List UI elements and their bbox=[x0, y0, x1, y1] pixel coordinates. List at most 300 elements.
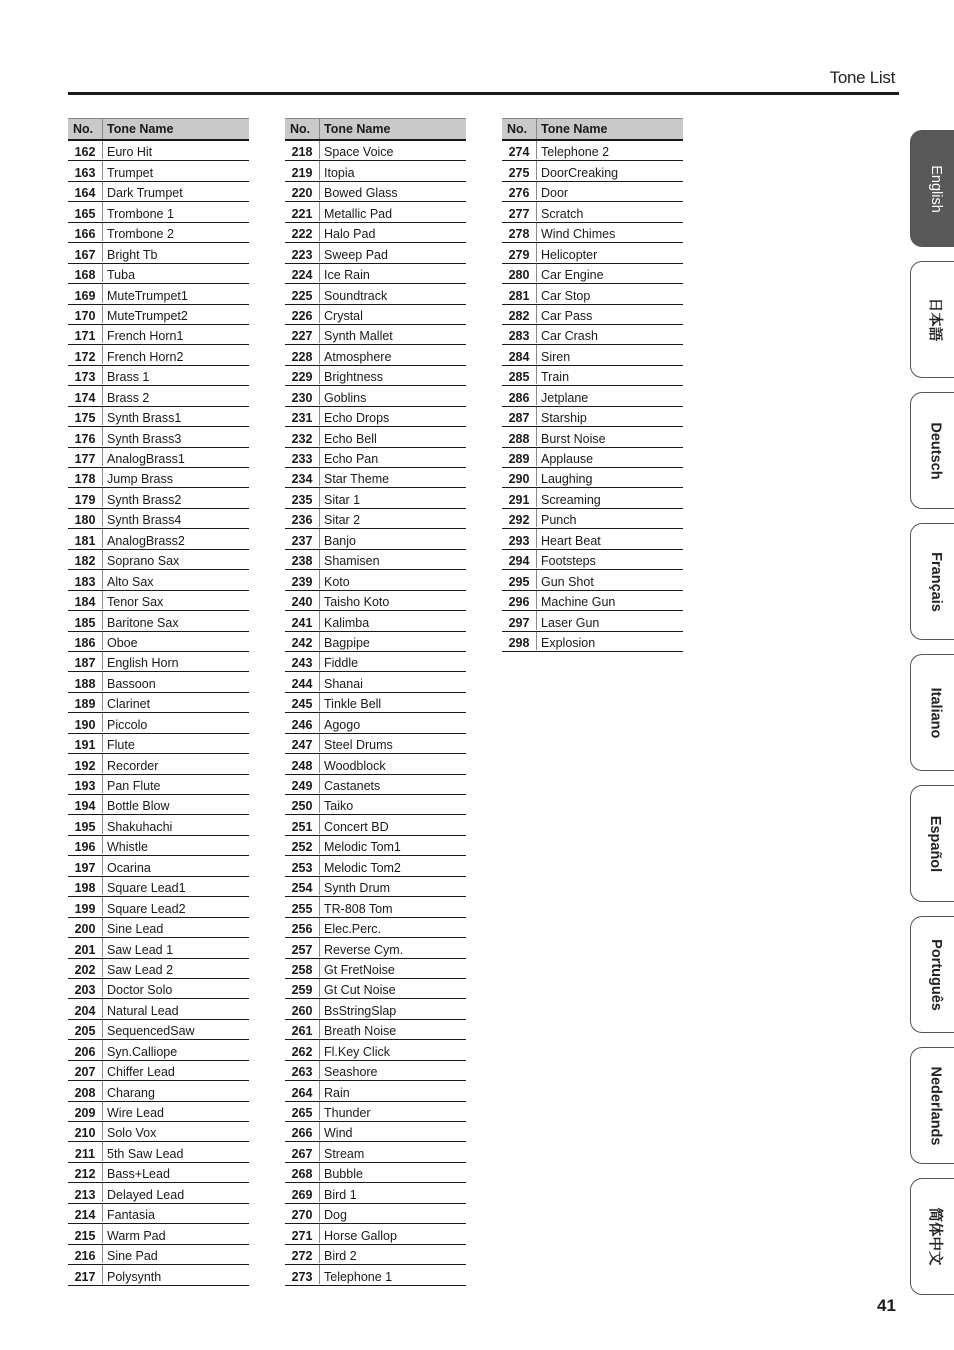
tone-number: 247 bbox=[285, 734, 320, 752]
tone-name: Car Engine bbox=[541, 268, 604, 283]
tone-name: Goblins bbox=[324, 390, 367, 405]
tone-name: Synth Brass3 bbox=[107, 431, 182, 446]
tone-number: 254 bbox=[285, 877, 320, 895]
tone-name: Trombone 2 bbox=[107, 227, 174, 242]
tone-name: French Horn1 bbox=[107, 329, 184, 344]
tone-number: 264 bbox=[285, 1081, 320, 1099]
tone-name: Shakuhachi bbox=[107, 819, 173, 834]
tone-number: 291 bbox=[502, 488, 537, 506]
tone-number: 178 bbox=[68, 468, 103, 486]
tone-name: Door bbox=[541, 186, 569, 201]
tone-number: 256 bbox=[285, 918, 320, 936]
tone-number: 259 bbox=[285, 979, 320, 997]
language-tab-label: Nederlands bbox=[927, 1066, 944, 1145]
tone-name: Bagpipe bbox=[324, 635, 370, 650]
tone-name: Polysynth bbox=[107, 1269, 162, 1284]
tone-number: 289 bbox=[502, 448, 537, 466]
tone-number: 192 bbox=[68, 754, 103, 772]
table-row bbox=[285, 836, 466, 856]
table-row bbox=[68, 305, 249, 325]
table-row bbox=[68, 202, 249, 222]
table-row bbox=[502, 202, 683, 222]
tone-name: AnalogBrass1 bbox=[107, 452, 185, 466]
tone-name: Recorder bbox=[107, 758, 159, 773]
tone-name: BsStringSlap bbox=[324, 1003, 397, 1018]
table-row bbox=[68, 325, 249, 345]
table-row bbox=[285, 243, 466, 263]
tone-number: 212 bbox=[68, 1163, 103, 1181]
table-row bbox=[285, 468, 466, 488]
tone-number: 266 bbox=[285, 1122, 320, 1140]
tone-number: 204 bbox=[68, 999, 103, 1017]
table-row bbox=[285, 979, 466, 999]
language-tab[interactable] bbox=[910, 261, 954, 378]
tone-name: Ice Rain bbox=[324, 268, 370, 283]
tone-number: 253 bbox=[285, 856, 320, 874]
tone-name: Natural Lead bbox=[107, 1003, 179, 1018]
tone-number: 208 bbox=[68, 1081, 103, 1099]
table-row bbox=[68, 856, 249, 876]
table-row bbox=[68, 1081, 249, 1101]
table-row bbox=[285, 897, 466, 917]
table-row bbox=[285, 141, 466, 161]
tone-number: 263 bbox=[285, 1061, 320, 1079]
tone-number: 210 bbox=[68, 1122, 103, 1140]
tone-name: Tenor Sax bbox=[107, 595, 164, 610]
tone-name: Chiffer Lead bbox=[107, 1065, 175, 1080]
table-row bbox=[285, 999, 466, 1019]
language-tab[interactable] bbox=[910, 1047, 954, 1164]
tone-number: 275 bbox=[502, 161, 537, 179]
tone-number: 282 bbox=[502, 305, 537, 323]
table-row bbox=[68, 141, 249, 161]
tone-name: Synth Mallet bbox=[324, 329, 393, 344]
tone-number: 233 bbox=[285, 448, 320, 466]
tone-number: 221 bbox=[285, 202, 320, 220]
table-row bbox=[68, 488, 249, 508]
tone-name: Space Voice bbox=[324, 145, 394, 160]
tone-number: 237 bbox=[285, 529, 320, 547]
tone-name: Square Lead2 bbox=[107, 901, 186, 916]
tone-name: Helicopter bbox=[541, 247, 598, 262]
table-row bbox=[502, 407, 683, 427]
table-row bbox=[502, 325, 683, 345]
tone-number: 224 bbox=[285, 264, 320, 282]
tone-name: Bird 1 bbox=[324, 1187, 357, 1202]
tone-name: Car Stop bbox=[541, 288, 591, 303]
tone-number: 252 bbox=[285, 836, 320, 854]
table-row bbox=[285, 366, 466, 386]
tone-name: Telephone 2 bbox=[541, 145, 610, 160]
tone-number: 271 bbox=[285, 1224, 320, 1242]
language-tab-label: Italiano bbox=[927, 687, 944, 738]
table-row bbox=[68, 1122, 249, 1142]
tone-name: Brass 1 bbox=[107, 370, 150, 385]
tone-name: Dark Trumpet bbox=[107, 186, 183, 201]
table-row bbox=[502, 161, 683, 181]
header-no: No. bbox=[502, 119, 537, 139]
tone-name: Warm Pad bbox=[107, 1228, 166, 1243]
table-row bbox=[68, 795, 249, 815]
table-row bbox=[285, 264, 466, 284]
tone-number: 293 bbox=[502, 529, 537, 547]
tone-name: Siren bbox=[541, 349, 571, 364]
tone-name: Bird 2 bbox=[324, 1249, 357, 1264]
tone-number: 274 bbox=[502, 141, 537, 159]
tone-name: Applause bbox=[541, 452, 594, 466]
tone-number: 240 bbox=[285, 591, 320, 609]
table-row bbox=[285, 632, 466, 652]
tone-number: 194 bbox=[68, 795, 103, 813]
tone-name: Melodic Tom2 bbox=[324, 860, 401, 875]
tone-number: 297 bbox=[502, 611, 537, 629]
tone-name: Sweep Pad bbox=[324, 247, 388, 262]
table-row bbox=[285, 611, 466, 631]
header-no: No. bbox=[285, 119, 320, 139]
tone-number: 209 bbox=[68, 1102, 103, 1120]
tone-number: 261 bbox=[285, 1020, 320, 1038]
table-row bbox=[285, 1081, 466, 1101]
table-row bbox=[285, 284, 466, 304]
tone-name: Ocarina bbox=[107, 860, 151, 875]
tone-name: Explosion bbox=[541, 635, 596, 650]
tone-name: Concert BD bbox=[324, 819, 389, 834]
table-row bbox=[285, 1020, 466, 1040]
tone-name: Fl.Key Click bbox=[324, 1044, 390, 1059]
table-row bbox=[502, 488, 683, 508]
table-row bbox=[285, 672, 466, 692]
tone-number: 292 bbox=[502, 509, 537, 527]
tone-name: SequencedSaw bbox=[107, 1024, 195, 1039]
language-tab-label: English bbox=[927, 164, 944, 213]
tone-number: 191 bbox=[68, 734, 103, 752]
table-row bbox=[68, 918, 249, 938]
table-row bbox=[285, 1183, 466, 1203]
tone-name: Wind bbox=[324, 1126, 353, 1141]
table-row bbox=[285, 693, 466, 713]
tone-number: 245 bbox=[285, 693, 320, 711]
tone-number: 215 bbox=[68, 1224, 103, 1242]
tone-number: 214 bbox=[68, 1204, 103, 1222]
tone-name: Bottle Blow bbox=[107, 799, 170, 814]
header-tone-name: Tone Name bbox=[541, 122, 608, 136]
tone-name: Shanai bbox=[324, 676, 363, 691]
tone-name: Brass 2 bbox=[107, 390, 150, 405]
table-row bbox=[285, 713, 466, 733]
tone-number: 172 bbox=[68, 345, 103, 363]
table-row bbox=[285, 407, 466, 427]
tone-number: 265 bbox=[285, 1102, 320, 1120]
table-row bbox=[285, 427, 466, 447]
table-row bbox=[68, 1245, 249, 1265]
tone-number: 267 bbox=[285, 1142, 320, 1160]
tone-number: 220 bbox=[285, 182, 320, 200]
tone-name: Baritone Sax bbox=[107, 615, 179, 630]
table-row bbox=[285, 1245, 466, 1265]
tone-number: 203 bbox=[68, 979, 103, 997]
table-row bbox=[285, 386, 466, 406]
table-row bbox=[285, 448, 466, 468]
tone-name: Jetplane bbox=[541, 390, 589, 405]
tone-name: Stream bbox=[324, 1146, 365, 1161]
table-row bbox=[285, 1265, 466, 1285]
tone-name: Soprano Sax bbox=[107, 554, 180, 569]
tone-name: Brightness bbox=[324, 370, 384, 385]
tone-number: 276 bbox=[502, 182, 537, 200]
tone-name: Koto bbox=[324, 574, 350, 589]
tone-number: 255 bbox=[285, 897, 320, 915]
tone-name: Synth Brass1 bbox=[107, 411, 182, 426]
tone-number: 279 bbox=[502, 243, 537, 261]
tone-name: Bassoon bbox=[107, 676, 156, 691]
tone-number: 268 bbox=[285, 1163, 320, 1181]
table-row bbox=[68, 366, 249, 386]
tone-number: 243 bbox=[285, 652, 320, 670]
tone-name: Castanets bbox=[324, 779, 381, 793]
tone-number: 218 bbox=[285, 141, 320, 159]
table-row bbox=[285, 509, 466, 529]
tone-name: Clarinet bbox=[107, 697, 151, 712]
language-tab[interactable] bbox=[910, 392, 954, 509]
tone-number: 189 bbox=[68, 693, 103, 711]
tone-name: Sitar 2 bbox=[324, 513, 361, 528]
table-row bbox=[285, 570, 466, 590]
table-row bbox=[285, 223, 466, 243]
tone-number: 200 bbox=[68, 918, 103, 936]
tone-number: 244 bbox=[285, 672, 320, 690]
tone-number: 238 bbox=[285, 550, 320, 568]
tone-number: 236 bbox=[285, 509, 320, 527]
tone-number: 235 bbox=[285, 488, 320, 506]
table-row bbox=[502, 366, 683, 386]
tone-table bbox=[502, 118, 683, 652]
tone-name: Charang bbox=[107, 1085, 155, 1100]
tone-name: Euro Hit bbox=[107, 145, 153, 160]
tone-name: Alto Sax bbox=[107, 574, 154, 589]
language-tab[interactable] bbox=[910, 130, 954, 247]
tone-number: 176 bbox=[68, 427, 103, 445]
tone-name: TR-808 Tom bbox=[324, 901, 393, 916]
tone-name: Synth Brass4 bbox=[107, 513, 182, 528]
table-row bbox=[285, 1102, 466, 1122]
tone-name: Echo Bell bbox=[324, 431, 377, 446]
table-row bbox=[68, 448, 249, 468]
language-tab[interactable] bbox=[910, 654, 954, 771]
header-no: No. bbox=[68, 119, 103, 139]
table-row bbox=[502, 284, 683, 304]
table-row bbox=[68, 652, 249, 672]
tone-name: Burst Noise bbox=[541, 431, 606, 446]
table-row bbox=[285, 959, 466, 979]
table-row bbox=[68, 468, 249, 488]
table-row bbox=[285, 1061, 466, 1081]
tone-name: Soundtrack bbox=[324, 288, 388, 303]
tone-name: 5th Saw Lead bbox=[107, 1146, 184, 1161]
tone-number: 213 bbox=[68, 1183, 103, 1201]
tone-name: Steel Drums bbox=[324, 738, 393, 753]
tone-number: 182 bbox=[68, 550, 103, 568]
tone-number: 219 bbox=[285, 161, 320, 179]
table-row bbox=[68, 550, 249, 570]
tone-name: Fiddle bbox=[324, 656, 359, 671]
page-title: Tone List bbox=[829, 68, 895, 87]
table-row bbox=[502, 632, 683, 652]
tone-name: French Horn2 bbox=[107, 349, 184, 364]
tone-name: Itopia bbox=[324, 165, 355, 180]
tone-number: 202 bbox=[68, 959, 103, 977]
table-row bbox=[285, 734, 466, 754]
table-row bbox=[285, 1142, 466, 1162]
tone-name: Syn.Calliope bbox=[107, 1044, 178, 1059]
table-row bbox=[285, 305, 466, 325]
tone-number: 295 bbox=[502, 570, 537, 588]
table-row bbox=[68, 284, 249, 304]
table-row bbox=[68, 815, 249, 835]
tone-number: 207 bbox=[68, 1061, 103, 1079]
table-row bbox=[285, 775, 466, 795]
tone-number: 285 bbox=[502, 366, 537, 384]
table-row bbox=[285, 815, 466, 835]
table-row bbox=[68, 1224, 249, 1244]
table-row bbox=[68, 938, 249, 958]
language-tab[interactable] bbox=[910, 916, 954, 1033]
table-row bbox=[502, 243, 683, 263]
table-row bbox=[68, 345, 249, 365]
table-row bbox=[285, 1040, 466, 1060]
tone-name: Thunder bbox=[324, 1106, 371, 1120]
tone-number: 277 bbox=[502, 202, 537, 220]
tone-number: 257 bbox=[285, 938, 320, 956]
table-header bbox=[68, 118, 249, 141]
tone-name: Square Lead1 bbox=[107, 881, 186, 896]
tone-name: Echo Drops bbox=[324, 411, 390, 426]
tone-number: 184 bbox=[68, 591, 103, 609]
table-row bbox=[502, 529, 683, 549]
tone-number: 262 bbox=[285, 1040, 320, 1058]
tone-name: Pan Flute bbox=[107, 779, 161, 793]
tone-name: Saw Lead 1 bbox=[107, 942, 174, 957]
tone-name: Reverse Cym. bbox=[324, 942, 404, 957]
tone-name: Taisho Koto bbox=[324, 595, 390, 610]
table-row bbox=[68, 979, 249, 999]
table-row bbox=[285, 325, 466, 345]
tone-number: 241 bbox=[285, 611, 320, 629]
tone-number: 177 bbox=[68, 448, 103, 466]
language-tab[interactable] bbox=[910, 785, 954, 902]
tone-name: Starship bbox=[541, 411, 587, 426]
tone-number: 223 bbox=[285, 243, 320, 261]
tone-name: DoorCreaking bbox=[541, 165, 619, 180]
tone-number: 211 bbox=[68, 1142, 103, 1160]
tone-name: Melodic Tom1 bbox=[324, 840, 401, 855]
tone-name: Star Theme bbox=[324, 472, 390, 487]
tone-name: Agogo bbox=[324, 717, 361, 732]
table-row bbox=[68, 427, 249, 447]
table-header bbox=[502, 118, 683, 141]
tone-number: 193 bbox=[68, 775, 103, 793]
tone-number: 222 bbox=[285, 223, 320, 241]
tone-name: Atmosphere bbox=[324, 349, 392, 364]
tone-name: AnalogBrass2 bbox=[107, 533, 185, 548]
tone-number: 249 bbox=[285, 775, 320, 793]
tone-number: 296 bbox=[502, 591, 537, 609]
table-row bbox=[68, 999, 249, 1019]
tone-number: 168 bbox=[68, 264, 103, 282]
tone-number: 206 bbox=[68, 1040, 103, 1058]
tone-name: Laughing bbox=[541, 472, 593, 487]
language-tab-label: Français bbox=[927, 551, 944, 612]
tone-name: Tuba bbox=[107, 268, 136, 283]
tone-number: 286 bbox=[502, 386, 537, 404]
table-row bbox=[502, 305, 683, 325]
tone-number: 246 bbox=[285, 713, 320, 731]
table-row bbox=[285, 182, 466, 202]
tone-name: Delayed Lead bbox=[107, 1187, 185, 1202]
header-tone-name: Tone Name bbox=[107, 122, 174, 136]
tone-name: Piccolo bbox=[107, 717, 148, 732]
table-row bbox=[285, 345, 466, 365]
table-row bbox=[285, 1122, 466, 1142]
table-row bbox=[502, 345, 683, 365]
tone-number: 165 bbox=[68, 202, 103, 220]
table-row bbox=[285, 938, 466, 958]
table-row bbox=[68, 775, 249, 795]
tone-number: 228 bbox=[285, 345, 320, 363]
language-tab-label: Español bbox=[927, 815, 944, 872]
tone-number: 174 bbox=[68, 386, 103, 404]
table-row bbox=[68, 897, 249, 917]
table-row bbox=[285, 550, 466, 570]
tone-name: Sitar 1 bbox=[324, 492, 361, 507]
table-row bbox=[68, 591, 249, 611]
table-row bbox=[502, 570, 683, 590]
table-row bbox=[502, 591, 683, 611]
table-row bbox=[285, 1163, 466, 1183]
tone-name: Crystal bbox=[324, 308, 363, 323]
table-row bbox=[502, 427, 683, 447]
table-row bbox=[68, 570, 249, 590]
tone-number: 229 bbox=[285, 366, 320, 384]
tone-name: Punch bbox=[541, 513, 577, 528]
tone-number: 216 bbox=[68, 1245, 103, 1263]
tone-name: Screaming bbox=[541, 492, 601, 507]
tone-number: 187 bbox=[68, 652, 103, 670]
language-tab[interactable] bbox=[910, 1178, 954, 1295]
tone-name: Banjo bbox=[324, 533, 356, 548]
tone-number: 201 bbox=[68, 938, 103, 956]
tone-number: 248 bbox=[285, 754, 320, 772]
tone-number: 288 bbox=[502, 427, 537, 445]
tone-name: MuteTrumpet1 bbox=[107, 288, 188, 303]
tone-name: Solo Vox bbox=[107, 1126, 157, 1141]
tone-number: 190 bbox=[68, 713, 103, 731]
tone-number: 162 bbox=[68, 141, 103, 159]
table-row bbox=[68, 182, 249, 202]
tone-name: Rain bbox=[324, 1085, 350, 1100]
tone-table bbox=[285, 118, 466, 1286]
language-tab-label: Deutsch bbox=[927, 421, 944, 480]
tone-number: 227 bbox=[285, 325, 320, 343]
tone-number: 281 bbox=[502, 284, 537, 302]
tone-number: 298 bbox=[502, 632, 537, 650]
tone-number: 258 bbox=[285, 959, 320, 977]
tone-name: Breath Noise bbox=[324, 1024, 397, 1039]
tone-number: 272 bbox=[285, 1245, 320, 1263]
tone-name: Halo Pad bbox=[324, 227, 376, 242]
language-tab[interactable] bbox=[910, 523, 954, 640]
table-row bbox=[68, 693, 249, 713]
tone-name: Horse Gallop bbox=[324, 1228, 397, 1243]
